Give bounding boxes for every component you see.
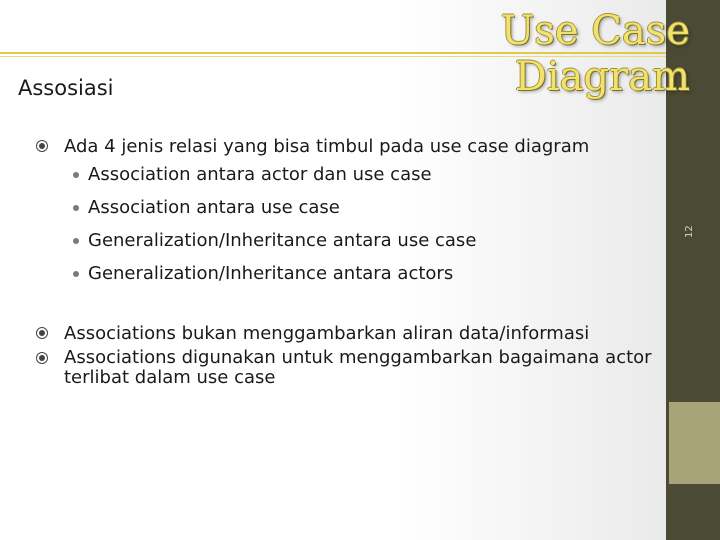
circle-bullet-icon [36,140,48,152]
intro-text: Ada 4 jenis relasi yang bisa timbul pada use case diagram [64,136,590,157]
bullet-item-point-1 [36,323,676,345]
sub-list-item-text: Association antara actor dan use case [88,164,432,185]
decorative-title-line-1: Use Case [500,8,690,54]
sub-list-item [64,230,676,252]
point-text: Associations bukan menggambarkan aliran data/informasi [64,323,590,344]
dot-bullet-icon [73,205,79,211]
sub-list-item [64,263,676,285]
bullet-item-point-2 [36,348,676,388]
point-text: Associations digunakan untuk menggambarkan bagaimana actor terlibat dalam use case [64,347,652,388]
sub-list-item [64,197,676,219]
decorative-title [490,8,690,100]
spacer [36,296,676,323]
sub-list-item-text: Generalization/Inheritance antara use case [88,230,477,251]
sub-list-item-text: Association antara use case [88,197,340,218]
sidebar-accent-block [669,402,720,484]
section-title: Assosiasi [18,76,114,100]
sub-list [64,164,676,285]
circle-bullet-icon [36,352,48,364]
decorative-title-line-2: Diagram [514,54,690,100]
sub-list-item [64,164,676,186]
dot-bullet-icon [73,271,79,277]
circle-bullet-icon [36,327,48,339]
bullet-item-intro [36,136,676,285]
slide-content [36,136,676,388]
dot-bullet-icon [73,172,79,178]
dot-bullet-icon [73,238,79,244]
page-number: 12 [684,225,695,238]
sub-list-item-text: Generalization/Inheritance antara actors [88,263,454,284]
